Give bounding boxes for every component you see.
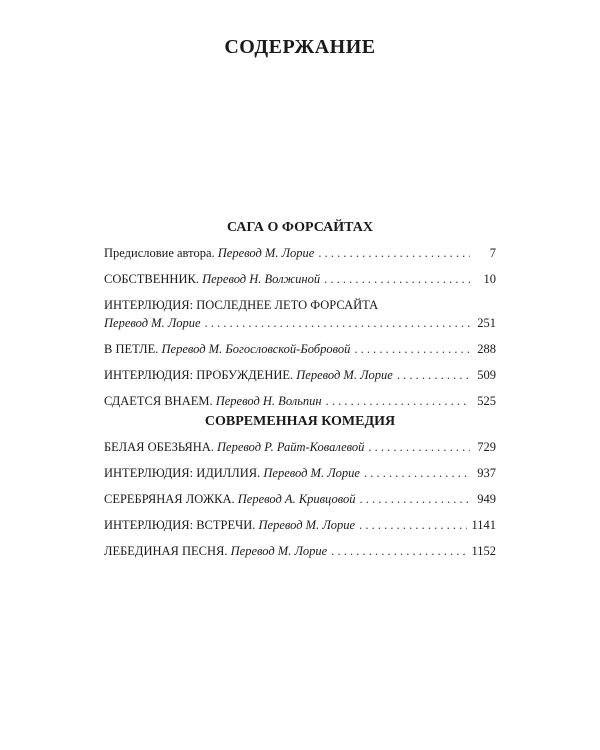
section-modern-comedy [104, 414, 496, 559]
dot-leader [397, 367, 470, 383]
entry-title: СДАЕТСЯ ВНАЕМ. [104, 394, 213, 408]
entry-page: 525 [477, 394, 496, 408]
dot-leader [364, 465, 470, 481]
dot-leader [359, 491, 470, 507]
toc-entry [104, 245, 496, 261]
toc-entry [104, 271, 496, 287]
entry-title: В ПЕТЛЕ. [104, 342, 159, 356]
entry-translator: Перевод М. Лорие [263, 466, 360, 480]
entry-page: 949 [477, 492, 496, 506]
dot-leader [368, 439, 470, 455]
entry-page: 7 [489, 246, 496, 260]
entry-title: СОБСТВЕННИК. [104, 272, 199, 286]
entry-page: 288 [477, 342, 496, 356]
entry-translator: Перевод М. Лорие [230, 544, 328, 558]
dot-leader [318, 245, 470, 261]
entry-translator: Перевод М. Богословской-Бобровой [161, 342, 351, 356]
toc-entry [104, 393, 496, 409]
entry-title: СЕРЕБРЯНАЯ ЛОЖКА. [104, 492, 235, 506]
entry-title: БЕЛАЯ ОБЕЗЬЯНА. [104, 440, 214, 454]
entry-page: 1141 [471, 518, 496, 532]
entry-page: 10 [483, 272, 496, 286]
entry-translator: Перевод Н. Вольпин [215, 394, 322, 408]
entry-page: 1152 [471, 544, 496, 558]
entry-page: 509 [477, 368, 496, 382]
dot-leader [359, 517, 467, 533]
toc-entry [104, 297, 496, 331]
dot-leader [324, 271, 470, 287]
entry-title: ИНТЕРЛЮДИЯ: ИДИЛЛИЯ. [104, 466, 261, 480]
entry-translator: Перевод М. Лорие [104, 316, 201, 330]
entry-title: Предисловие автора. [104, 246, 215, 260]
dot-leader [354, 341, 470, 357]
section-saga [104, 220, 496, 409]
toc-entry [104, 367, 496, 383]
entry-translator: Перевод Р. Райт-Ковалевой [217, 440, 365, 454]
entry-page: 937 [477, 466, 496, 480]
entry-page: 729 [477, 440, 496, 454]
dot-leader [326, 393, 470, 409]
dot-leader [331, 543, 467, 559]
section-title: СОВРЕМЕННАЯ КОМЕДИЯ [204, 414, 396, 429]
entry-translator: Перевод М. Лорие [258, 518, 356, 532]
entry-translator: Перевод М. Лорие [217, 246, 315, 260]
entry-translator: Перевод М. Лорие [296, 368, 393, 382]
toc-entry [104, 543, 496, 559]
page-title: СОДЕРЖАНИЕ [224, 36, 376, 58]
toc-entry [104, 517, 496, 533]
entry-title: ИНТЕРЛЮДИЯ: ПОСЛЕДНЕЕ ЛЕТО ФОРСАЙТА [104, 298, 379, 312]
toc-entry [104, 341, 496, 357]
entry-translator: Перевод А. Кривцовой [237, 492, 356, 506]
entry-page: 251 [477, 316, 496, 330]
toc-entry [104, 491, 496, 507]
toc-entry [104, 439, 496, 455]
entry-title: ИНТЕРЛЮДИЯ: ВСТРЕЧИ. [104, 518, 256, 532]
entry-title: ЛЕБЕДИНАЯ ПЕСНЯ. [104, 544, 228, 558]
entry-translator: Перевод Н. Волжиной [202, 272, 321, 286]
section-title: САГА О ФОРСАЙТАХ [227, 220, 373, 235]
entry-title: ИНТЕРЛЮДИЯ: ПРОБУЖДЕНИЕ. [104, 368, 294, 382]
dot-leader [205, 315, 470, 331]
toc-entry [104, 465, 496, 481]
